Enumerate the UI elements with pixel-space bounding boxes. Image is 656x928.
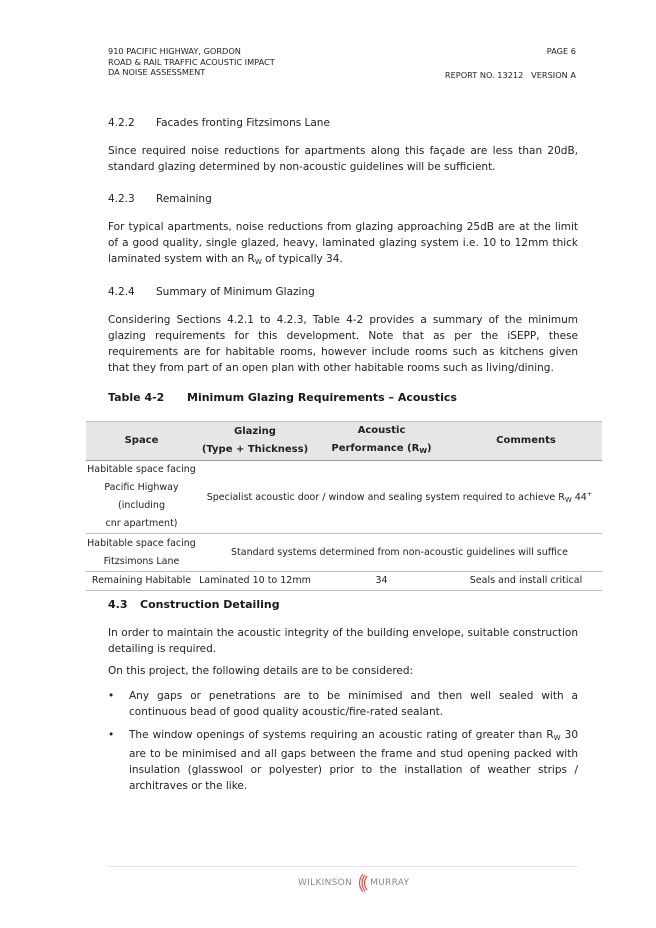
table-row [86,461,602,534]
company-logo [298,871,409,895]
paragraph-4-2-2: Since required noise reductions for apartments along this façade are less than 20dB, standard glazing determined by non-acoustic guidelines will be sufficient. [108,145,578,173]
header-text: (Type + Thickness) [201,444,309,455]
bullet-marker: • [108,690,115,702]
column-header-acoustic [313,422,450,461]
cell-text: Habitable space facing [87,537,196,549]
paragraph-4-3-intro: In order to maintain the acoustic integrity of the building envelope, suitable construction detailing is required. [108,627,578,655]
footer-divider [108,866,578,867]
header-text [313,440,450,460]
paragraph-4-2-3 [108,219,578,270]
cell-comments: Seals and install critical [450,572,602,591]
section-heading-4-2-4 [108,286,315,298]
paragraph-text: For typical apartments, noise reductions from glazing approaching 25dB are at the limit of a good quality, single glazed, heavy, laminated glazing system i.e. 10 to 12mm thick laminated system with an R [108,221,578,265]
list-item-text-part: 30 are to be minimised and all gaps between the frame and stud opening packed with insulation (glasswool or polyester) prior to the installation of weather strips / architraves or the like. [129,729,578,792]
section-heading-4-2-3 [108,193,212,205]
column-header-comments: Comments [450,422,602,461]
cell-text: Habitable space facing [87,464,196,475]
list-item [108,727,578,794]
table-caption [108,391,457,404]
header-text-part: Performance (R [331,443,420,454]
column-header-space: Space [86,422,197,461]
cell-text: 44 [571,492,587,503]
column-header-glazing [197,422,313,461]
section-number: 4.2.3 [108,193,135,205]
section-number: 4.2.4 [108,286,135,298]
page-number: PAGE 6 [546,46,576,56]
subscript-w: W [419,447,428,455]
subscript-w: W [553,734,561,742]
cell-space [86,461,197,534]
header-line-1: 910 PACIFIC HIGHWAY, GORDON [108,46,241,56]
section-title: Construction Detailing [140,598,280,611]
glazing-requirements-table [86,421,602,591]
cell-text: Specialist acoustic door / window and sealing system required to achieve R [206,492,565,503]
table-number: Table 4-2 [108,391,165,404]
cell-acoustic: 34 [313,572,450,591]
subscript-w: W [564,496,572,504]
header-text: Glazing [234,426,276,437]
cell-merged-requirement [197,461,602,534]
section-number: 4.2.2 [108,117,135,129]
report-version: VERSION A [531,70,576,80]
cell-text: cnr apartment) [105,518,178,529]
superscript-plus: + [586,490,593,498]
header-text-part: ) [427,443,432,454]
table-row [86,572,602,591]
cell-text: Pacific Highway (including [104,482,179,511]
table-row [86,534,602,572]
paragraph-4-2-4: Considering Sections 4.2.1 to 4.2.3, Table 4-2 provides a summary of the minimum glazing requirements for this development. Note that as per the iSEPP, these requirements are for habitable rooms, however include rooms such as kitchens given that they from part of an open plan with other habitable rooms such as living/dining. [108,314,578,374]
section-heading-4-3 [108,598,280,611]
page-header-project [108,46,275,78]
list-item-text: Any gaps or penetrations are to be minimised and then well sealed with a continuous bead of good quality acoustic/fire-rated sealant. [129,690,578,718]
bullet-marker: • [108,729,115,741]
header-text: Acoustic [357,425,406,436]
paragraph-4-3-details: On this project, the following details are to be considered: [108,665,414,677]
cell-text: Fitzsimons Lane [103,555,180,567]
paragraph-text-end: of typically 34. [261,253,343,265]
header-line-2: ROAD & RAIL TRAFFIC ACOUSTIC IMPACT [108,56,275,67]
table-header-row [86,422,602,461]
list-item-text-part: The window openings of systems requiring an acoustic rating of greater than R [129,729,554,741]
section-number: 4.3 [108,598,128,611]
subscript-w: W [254,258,262,266]
section-heading-4-2-2 [108,117,330,129]
cell-glazing: Laminated 10 to 12mm [197,572,313,591]
logo-text-right: MURRAY [370,878,410,888]
report-number: REPORT NO. 13212 [444,70,524,80]
header-line-3: DA NOISE ASSESSMENT [108,67,206,77]
report-reference [445,70,576,81]
section-title: Summary of Minimum Glazing [156,286,315,298]
section-title: Remaining [156,193,212,205]
section-title: Facades fronting Fitzsimons Lane [156,117,330,129]
cell-space: Remaining Habitable [86,572,197,591]
cell-space [86,534,197,572]
cell-merged-requirement: Standard systems determined from non-acoustic guidelines will suffice [197,534,602,572]
logo-arcs-icon [353,872,369,894]
table-title: Minimum Glazing Requirements – Acoustics [187,391,457,404]
list-item-text [129,727,578,794]
logo-text-left: WILKINSON [298,878,353,888]
list-item [108,688,578,720]
